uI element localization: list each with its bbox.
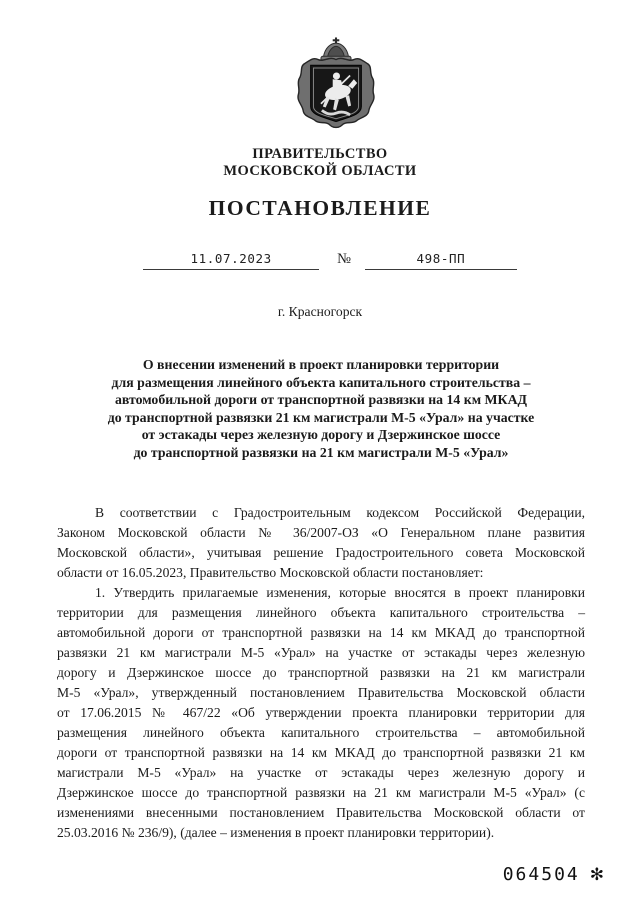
text-line: магистрали М-5 «Урал» на участке от эстакады через железную дорогу и (57, 765, 585, 780)
number-sign: № (337, 251, 351, 267)
org-name-line1: ПРАВИТЕЛЬСТВО (252, 146, 388, 162)
issuing-city: г. Красногорск (277, 304, 363, 319)
text-line: дороги от транспортной развязки на 14 км МКАД до транспортной развязки 21 км (57, 745, 585, 760)
text-line: для размещения линейного объекта капитального строительства – (111, 374, 531, 390)
org-name-line2: МОСКОВСКОЙ ОБЛАСТИ (223, 163, 417, 179)
paragraph-preamble (57, 503, 585, 583)
text-line: размещения линейного объекта капитального строительства – автомобильной (57, 725, 585, 740)
text-line: развязки 21 км магистрали М-5 «Урал» на участке от эстакады через железную (57, 645, 585, 660)
text-line: О внесении изменений в проект планировки территории (142, 357, 500, 372)
registration-stamp (503, 864, 604, 885)
document-body (57, 503, 585, 843)
text-line: автомобильной дороги от транспортной развязки на 14 км МКАД до транспортной (57, 625, 585, 640)
text-line: Законом Московской области № 36/2007-ОЗ «О Генеральном плане развития (57, 525, 585, 540)
document-type-heading: ПОСТАНОВЛЕНИЕ (208, 196, 432, 220)
text-line: 1. Утвердить прилагаемые изменения, которые вносятся в проект планировки (95, 585, 585, 600)
text-line: 25.03.2016 № 236/9), (далее – изменения в проект планировки территории). (57, 825, 495, 840)
document-title (57, 356, 585, 461)
text-line: территории для размещения линейного объекта капитального строительства – (57, 605, 585, 620)
text-line: автомобильной дороги от транспортной развязки на 14 км МКАД (114, 392, 528, 407)
stamp-asterisk-icon: ✻ (589, 864, 604, 885)
text-line: В соответствии с Градостроительным кодексом Российской Федерации, (95, 505, 585, 520)
text-line: до транспортной развязки 21 км магистрали М-5 «Урал» на участке (107, 409, 535, 425)
document-content (57, 356, 585, 843)
text-line: Московской области», учитывая решение Градостроительного совета Московской (57, 545, 585, 560)
text-line: дорогу и Дзержинское шоссе до транспортной развязки на 21 км магистрали (57, 665, 585, 680)
text-line: изменениями внесенными постановлением Правительства Московской области от (57, 805, 585, 820)
paragraph-item-1 (57, 583, 585, 843)
document-number: 498-ПП (365, 251, 517, 270)
text-line: от 17.06.2015 № 467/22 «Об утверждении проекта планировки территории для (57, 705, 585, 720)
text-line: Дзержинское шоссе до транспортной развязки на 21 км магистрали М-5 «Урал» (с (57, 785, 585, 800)
text-line: от эстакады через железную дорогу и Дзержинское шоссе (141, 427, 501, 442)
text-line: М-5 «Урал», утвержденный постановлением Правительства Московской области (57, 685, 585, 700)
document-date: 11.07.2023 (143, 251, 319, 270)
stamp-number: 064504 (502, 864, 580, 885)
text-line: области от 16.05.2023, Правительство Московской области постановляет: (57, 565, 484, 580)
text-line: до транспортной развязки на 21 км магистрали М-5 «Урал» (133, 444, 509, 460)
date-number-row (10, 251, 640, 270)
moscow-oblast-coat-of-arms-icon (293, 37, 379, 131)
